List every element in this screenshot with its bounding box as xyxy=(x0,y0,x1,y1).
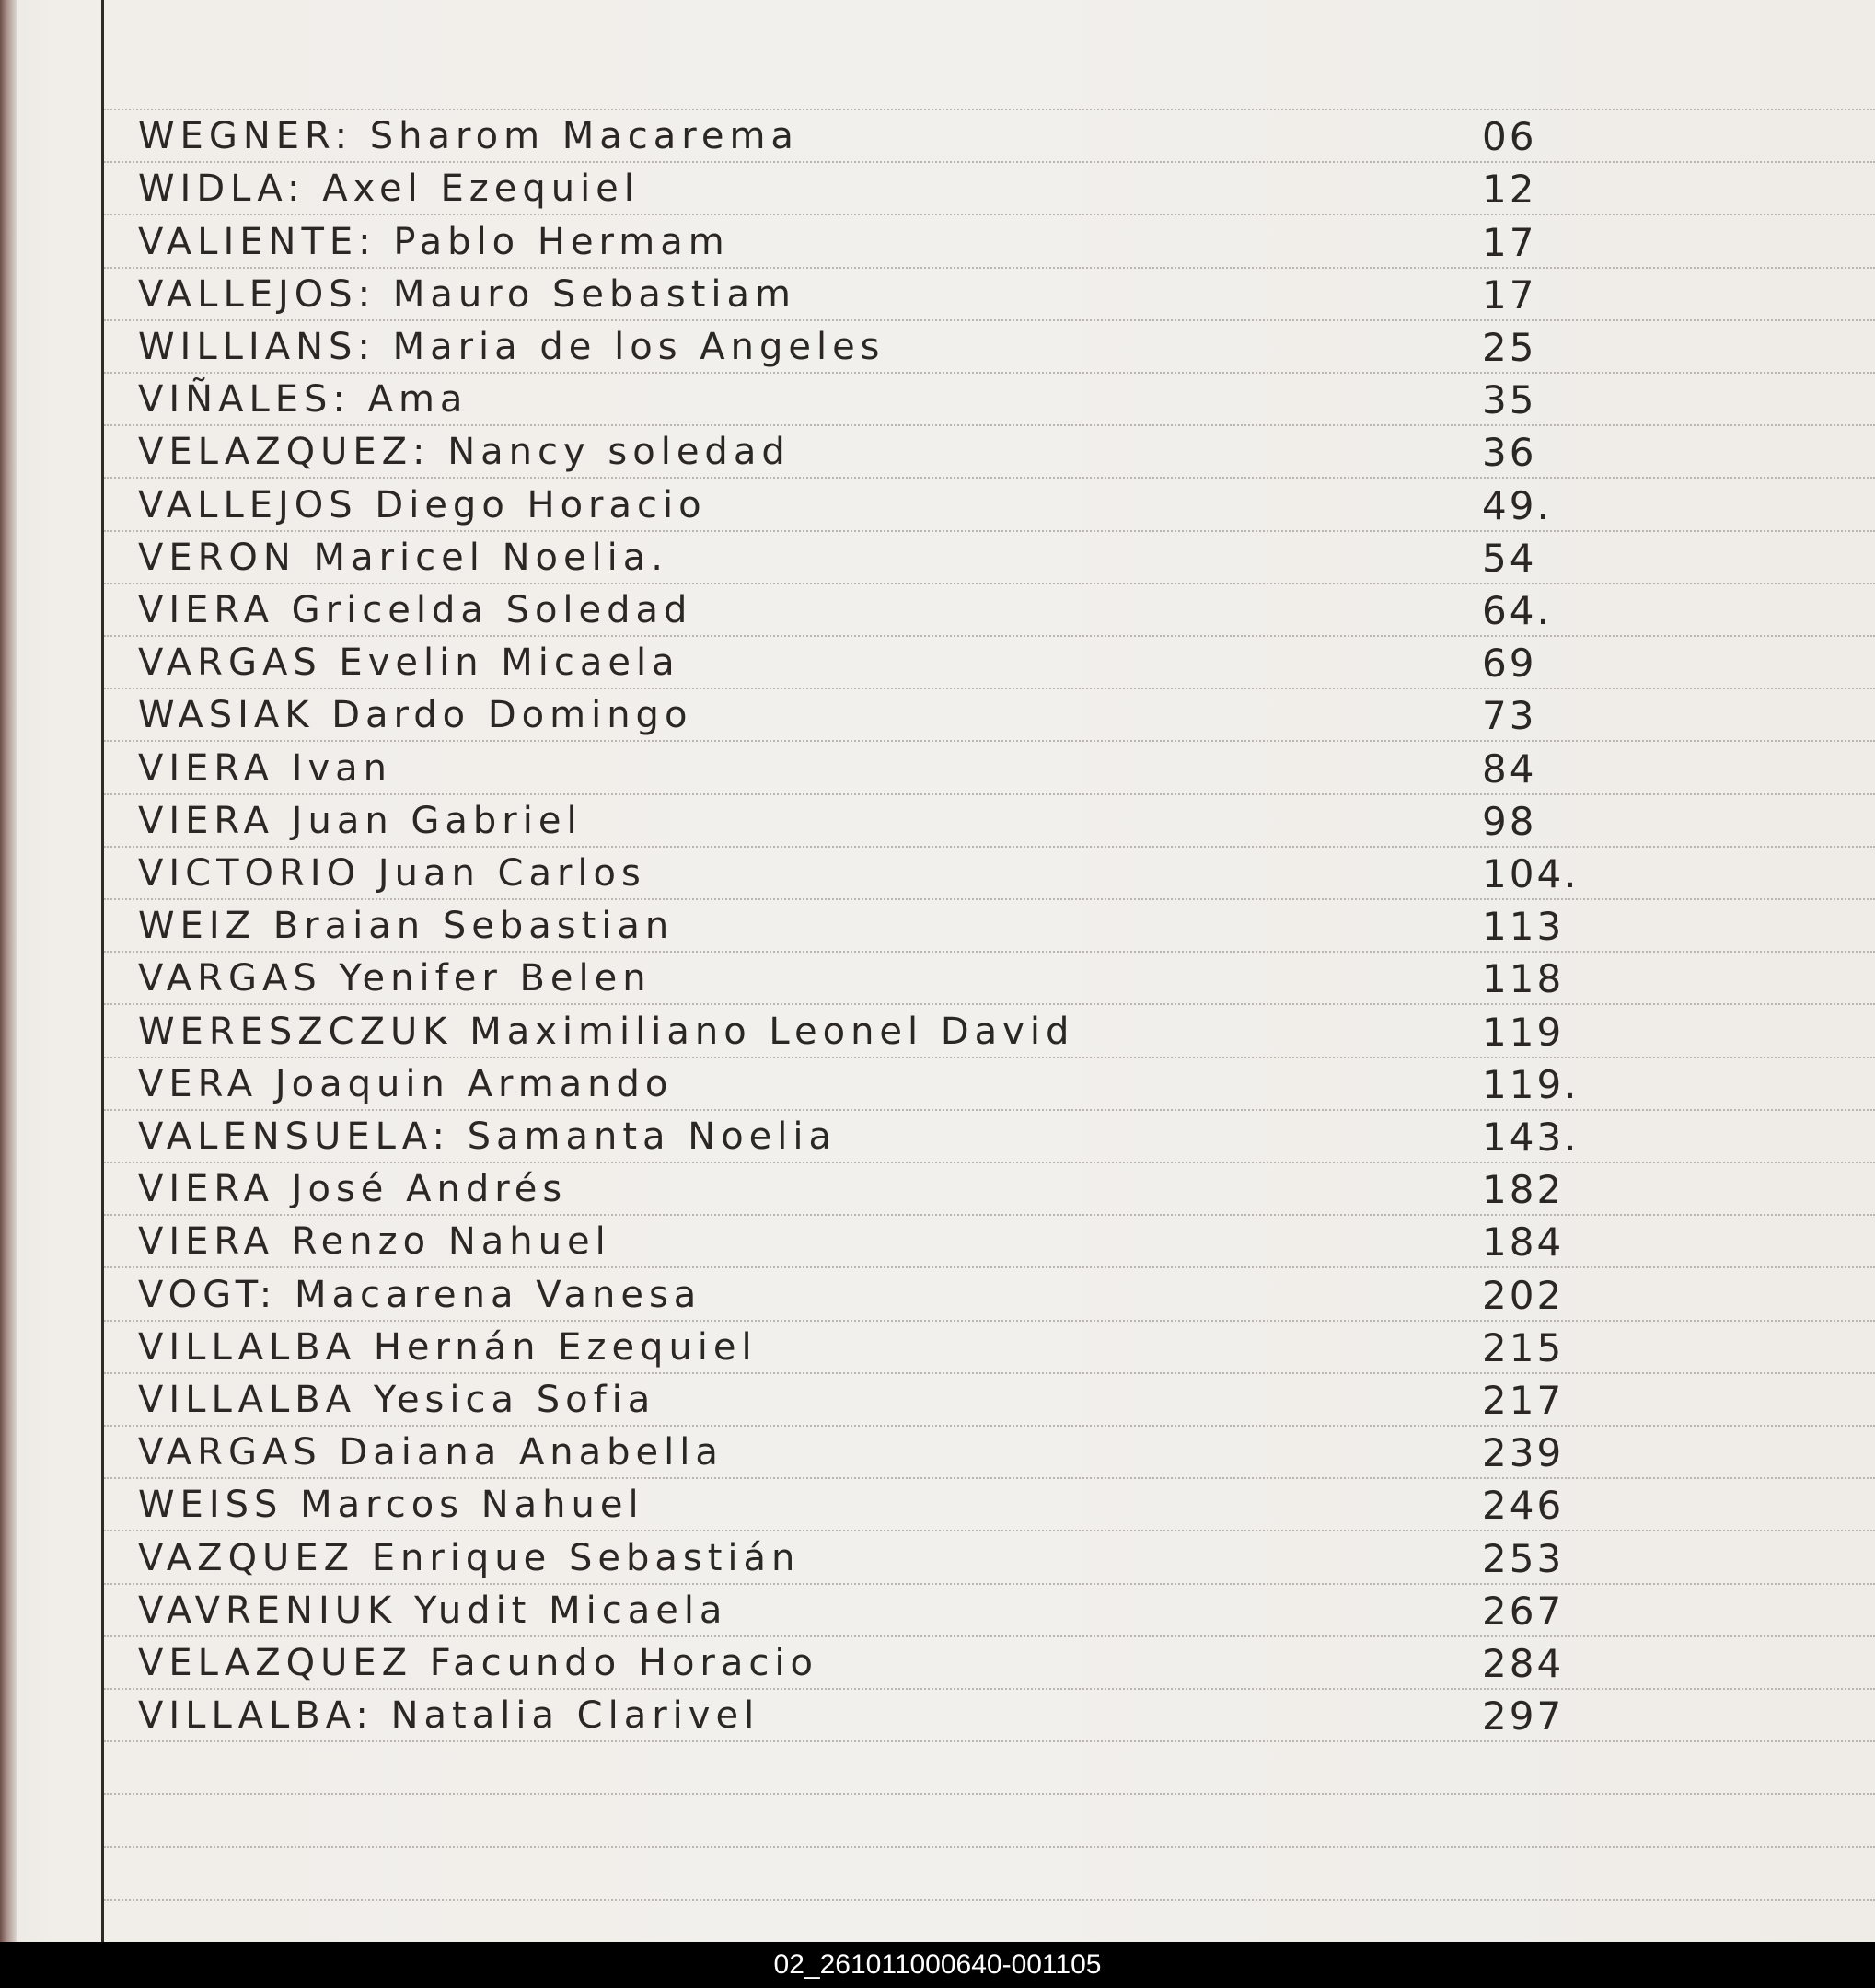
student-number: 84 xyxy=(1482,746,1537,792)
student-number: 143. xyxy=(1482,1115,1580,1160)
student-number: 284 xyxy=(1482,1641,1565,1686)
student-number: 69 xyxy=(1482,641,1537,687)
student-name: VILLALBA: Natalia Clarivel xyxy=(138,1694,760,1738)
student-name: VIÑALES: Ama xyxy=(138,378,469,422)
student-name: VELAZQUEZ Facundo Horacio xyxy=(138,1642,818,1684)
list-item xyxy=(120,372,1875,424)
student-name: VARGAS Evelin Micaela xyxy=(138,641,680,685)
student-number: 184 xyxy=(1482,1219,1565,1266)
list-item xyxy=(120,267,1875,319)
student-name: WEIZ Braian Sebastian xyxy=(138,905,675,948)
student-name: VALIENTE: Pablo Hermam xyxy=(138,220,730,263)
student-number: 36 xyxy=(1482,430,1537,476)
list-item xyxy=(120,319,1875,372)
student-number: 49. xyxy=(1482,482,1552,528)
ruled-line xyxy=(104,1899,1875,1901)
student-number: 253 xyxy=(1482,1535,1565,1581)
student-number: 267 xyxy=(1482,1588,1565,1634)
student-name: WERESZCZUK Maximiliano Leonel David xyxy=(138,1010,1075,1053)
student-number: 215 xyxy=(1482,1324,1565,1370)
student-name: WILLIANS: Maria de los Angeles xyxy=(138,326,885,368)
student-name: VIERA Renzo Nahuel xyxy=(138,1220,611,1264)
list-item xyxy=(120,793,1875,846)
student-name: VICTORIO Juan Carlos xyxy=(138,852,646,895)
student-number: 54 xyxy=(1482,535,1537,581)
student-name: WIDLA: Axel Ezequiel xyxy=(138,168,640,211)
footer-bar xyxy=(0,1942,1875,1988)
list-item xyxy=(120,1477,1875,1530)
student-name: VOGT: Macarena Vanesa xyxy=(138,1273,702,1316)
student-number: 35 xyxy=(1482,377,1537,423)
student-name: VERA Joaquin Armando xyxy=(138,1062,674,1105)
student-name: VALLEJOS: Mauro Sebastiam xyxy=(138,272,797,316)
list-item xyxy=(120,1583,1875,1635)
list-item xyxy=(120,1162,1875,1214)
image-id-label: 02_261011000640-001105 xyxy=(773,1949,1102,1980)
margin-line xyxy=(101,0,104,1942)
student-name: VALENSUELA: Samanta Noelia xyxy=(138,1115,838,1158)
student-name: VAVRENIUK Yudit Micaela xyxy=(138,1589,728,1632)
student-number: 06 xyxy=(1482,114,1537,160)
list-item xyxy=(120,214,1875,267)
list-item xyxy=(120,1635,1875,1688)
page-edge xyxy=(0,0,17,1942)
student-name: VILLALBA Yesica Sofia xyxy=(138,1379,656,1421)
list-item xyxy=(120,1425,1875,1477)
list-item xyxy=(120,109,1875,161)
student-number: 17 xyxy=(1482,272,1537,318)
list-item xyxy=(120,1688,1875,1740)
list-item xyxy=(120,1109,1875,1162)
ruled-line xyxy=(104,1740,1875,1742)
list-item xyxy=(120,1372,1875,1425)
student-number: 25 xyxy=(1482,325,1537,370)
student-number: 73 xyxy=(1482,693,1537,739)
student-number: 113 xyxy=(1482,904,1565,950)
list-item xyxy=(120,1057,1875,1109)
student-number: 119 xyxy=(1482,1009,1565,1055)
student-number: 98 xyxy=(1482,798,1537,844)
list-item xyxy=(120,635,1875,688)
list-item xyxy=(120,1214,1875,1266)
student-number: 119. xyxy=(1482,1061,1580,1107)
ruled-line xyxy=(104,1793,1875,1795)
list-item xyxy=(120,741,1875,793)
student-name: WASIAK Dardo Domingo xyxy=(138,694,693,737)
student-number: 217 xyxy=(1482,1378,1565,1423)
list-item xyxy=(120,583,1875,635)
list-item xyxy=(120,1267,1875,1320)
student-name: VELAZQUEZ: Nancy soledad xyxy=(138,431,791,474)
student-number: 118 xyxy=(1482,956,1565,1002)
list-item xyxy=(120,898,1875,951)
student-number: 182 xyxy=(1482,1167,1565,1213)
student-number: 297 xyxy=(1482,1693,1565,1740)
list-item xyxy=(120,1004,1875,1057)
list-item xyxy=(120,530,1875,583)
student-name: WEISS Marcos Nahuel xyxy=(138,1484,644,1527)
student-name: VAZQUEZ Enrique Sebastián xyxy=(138,1536,801,1579)
student-name: VALLEJOS Diego Horacio xyxy=(138,483,707,526)
list-item xyxy=(120,424,1875,477)
list-item xyxy=(120,846,1875,898)
student-number: 64. xyxy=(1482,588,1552,633)
student-name: VIERA Ivan xyxy=(138,746,393,790)
student-name: VERON Maricel Noelia. xyxy=(138,536,669,579)
list-item xyxy=(120,478,1875,530)
student-name: VIERA José Andrés xyxy=(138,1168,568,1211)
student-number: 239 xyxy=(1482,1430,1565,1476)
student-name: VIERA Gricelda Soledad xyxy=(138,589,693,631)
ruled-line xyxy=(104,1846,1875,1848)
student-number: 17 xyxy=(1482,219,1537,265)
student-name: WEGNER: Sharom Macarema xyxy=(138,115,799,158)
student-name: VARGAS Daiana Anabella xyxy=(138,1431,723,1474)
student-number: 246 xyxy=(1482,1483,1565,1529)
student-name: VILLALBA Hernán Ezequiel xyxy=(138,1325,758,1369)
list-item xyxy=(120,951,1875,1003)
student-name: VIERA Juan Gabriel xyxy=(138,799,583,842)
student-number: 104. xyxy=(1482,851,1580,896)
list-item xyxy=(120,688,1875,740)
list-item xyxy=(120,161,1875,214)
student-number: 202 xyxy=(1482,1272,1565,1318)
list-item xyxy=(120,1531,1875,1583)
student-name: VARGAS Yenifer Belen xyxy=(138,957,652,1000)
list-item xyxy=(120,1320,1875,1372)
student-number: 12 xyxy=(1482,167,1537,213)
